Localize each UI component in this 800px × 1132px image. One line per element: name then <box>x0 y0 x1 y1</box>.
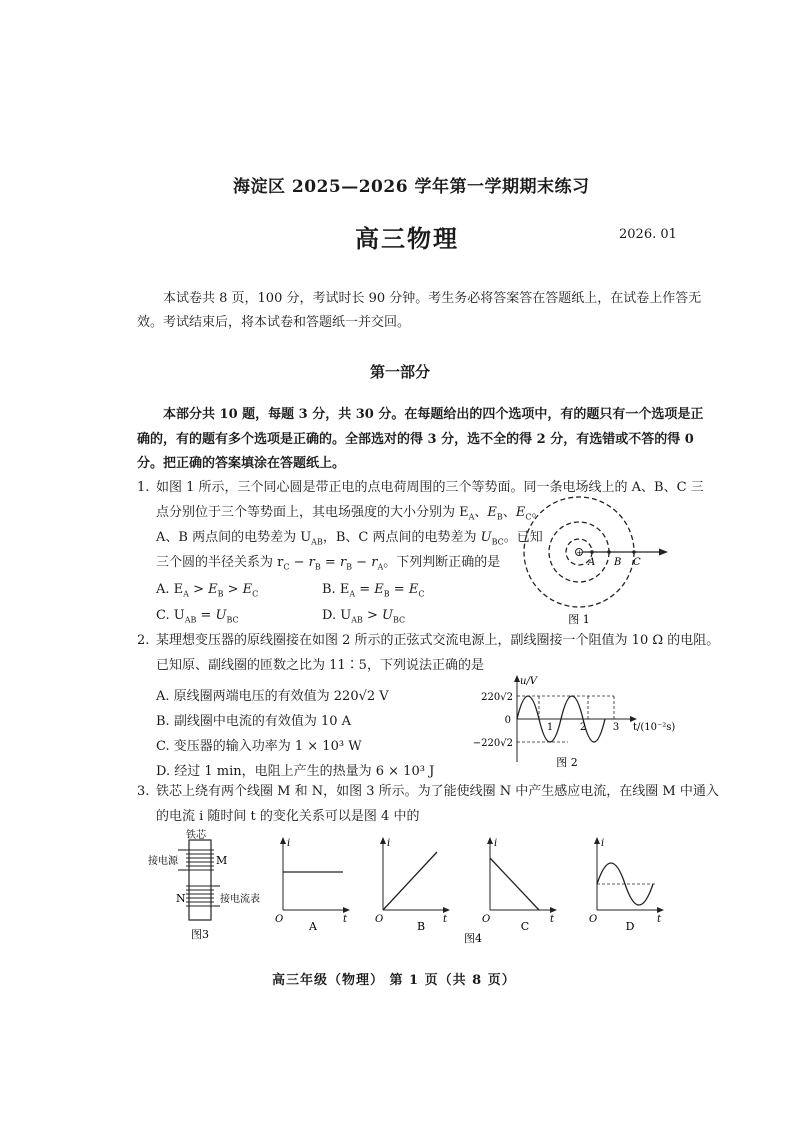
graph-b-line <box>383 852 437 910</box>
coil-m-label: M <box>216 854 228 867</box>
graph-a-label: A <box>309 920 317 933</box>
q2-option-a: A. 原线圈两端电压的有效值为 220√2 V <box>156 689 389 704</box>
q1-line-1: 如图 1 所示，三个同心圆是带正电的点电荷周围的三个等势面。同一条电场线上的 A、B、C 三 <box>156 480 704 495</box>
q1-option-b: B. $E_A = E_B = E_C$ <box>322 582 425 599</box>
graph-c-label: C <box>520 920 530 933</box>
svg-text:O: O <box>589 914 598 925</box>
part1-line-2: 确的，有的题有多个选项是正确的。全部选对的得 3 分，选不全的得 2 分，有选错或不答的得 0 <box>137 432 694 447</box>
q3-line-2: 的电流 i 随时间 t 的变化关系可以是图 4 中的 <box>156 809 420 824</box>
q1-line-2: 点分别位于三个等势面上，其电场强度的大小分别为 $E_A$、$E_B$、$E_C$。 <box>156 505 545 522</box>
q1-option-d: D. $U_{AB} > U_{BC}$ <box>322 608 406 625</box>
source-label: 接电源 <box>148 856 178 867</box>
part1-heading: 第一部分 <box>370 363 431 381</box>
q1-option-c: C. $U_{AB} = U_{BC}$ <box>156 608 239 625</box>
q2-number: 2. <box>137 633 150 648</box>
exam-title: 海淀区 2025—2026 学年第一学期期末练习 <box>233 177 590 197</box>
q1-number: 1. <box>137 480 150 495</box>
subject-title: 高三物理 <box>355 224 459 253</box>
fig2-tick-1: 1 <box>546 722 554 733</box>
q2-line-1: 某理想变压器的原线圈接在如图 2 所示的正弦式交流电源上，副线圈接一个阻值为 10 Ω 的电阻。 <box>156 633 720 648</box>
page-footer: 高三年级（物理） 第 1 页（共 8 页） <box>272 973 516 988</box>
core-label: 铁芯 <box>186 830 206 841</box>
svg-text:i: i <box>387 838 391 849</box>
coil-n-label: N <box>176 892 186 905</box>
instructions-line-1: 本试卷共 8 页，100 分，考试时长 90 分钟。考生务必将答案答在答题纸上，在试卷上作答无 <box>163 291 702 306</box>
instructions-line-2: 效。考试结束后，将本试卷和答题纸一并交回。 <box>137 315 411 330</box>
fig2-tick-3: 3 <box>612 722 620 733</box>
svg-text:t: t <box>343 914 348 925</box>
figure-1-equipotential <box>512 494 672 629</box>
svg-text:i: i <box>287 838 291 849</box>
label-a: A <box>588 557 596 568</box>
figure-3-iron-core <box>148 828 273 946</box>
svg-text:O: O <box>375 914 384 925</box>
q1-line-4: 三个圆的半径关系为 $r_C - r_B = r_B - r_A$。下列判断正确的是 <box>156 555 501 572</box>
graph-a <box>275 837 350 933</box>
svg-text:O: O <box>275 914 284 925</box>
fig2-ymax: 220√2 <box>481 692 513 703</box>
point-c <box>632 550 636 554</box>
graph-b <box>375 837 450 933</box>
label-c: C <box>633 557 641 568</box>
part1-line-3: 分。把正确的答案填涂在答题纸上。 <box>137 456 346 471</box>
q3-line-1: 铁芯上绕有两个线圈 M 和 N，如图 3 所示。为了能使线圈 N 中产生感应电流，在线圈 M 中通入 <box>156 784 719 799</box>
graph-c-line <box>490 858 539 910</box>
figure-4-graphs <box>275 832 665 944</box>
figure-3-caption: 图3 <box>191 928 209 941</box>
fig2-tick-2: 2 <box>579 722 587 733</box>
figure-1-caption: 图 1 <box>568 613 590 626</box>
fig2-ylabel: u/V <box>520 676 538 687</box>
graph-d <box>589 837 664 933</box>
point-b <box>607 550 611 554</box>
fig2-ymin: −220√2 <box>472 738 513 749</box>
svg-text:O: O <box>482 914 491 925</box>
q1-line-3: A、B 两点间的电势差为 $U_{AB}$，B、C 两点间的电势差为 $U_{BC}$。已知 <box>156 530 543 547</box>
exam-date: 2026. 01 <box>619 227 677 242</box>
svg-text:i: i <box>601 838 605 849</box>
figure-2-sine <box>462 672 682 772</box>
q2-option-c: C. 变压器的输入功率为 1 × 10³ W <box>156 739 362 754</box>
figure-2-caption: 图 2 <box>556 756 578 769</box>
graph-d-label: D <box>625 920 635 933</box>
svg-text:t: t <box>443 914 448 925</box>
svg-text:t: t <box>550 914 555 925</box>
q3-number: 3. <box>137 784 150 799</box>
q2-option-d: D. 经过 1 min，电阻上产生的热量为 6 × 10³ J <box>156 764 435 779</box>
plus-sign: + <box>576 548 583 558</box>
fig2-xlabel: t/(10⁻²s) <box>633 722 676 733</box>
part1-line-1: 本部分共 10 题，每题 3 分，共 30 分。在每题给出的四个选项中，有的题只有一个选项是正 <box>163 407 704 422</box>
graph-b-label: B <box>416 920 426 933</box>
svg-text:i: i <box>494 838 498 849</box>
fig2-zero: 0 <box>504 715 511 726</box>
graph-c <box>482 837 557 933</box>
meter-label: 接电流表 <box>220 894 260 905</box>
figure-4-caption: 图4 <box>464 932 482 944</box>
svg-text:t: t <box>657 914 662 925</box>
q1-option-a: A. $E_A > E_B > E_C$ <box>156 582 259 599</box>
iron-core <box>189 840 211 920</box>
point-a <box>590 550 594 554</box>
label-b: B <box>614 557 622 568</box>
field-line-arrow <box>659 549 668 556</box>
q2-line-2: 已知原、副线圈的匝数之比为 11∶5，下列说法正确的是 <box>156 658 484 673</box>
q2-option-b: B. 副线圈中电流的有效值为 10 A <box>156 714 352 729</box>
